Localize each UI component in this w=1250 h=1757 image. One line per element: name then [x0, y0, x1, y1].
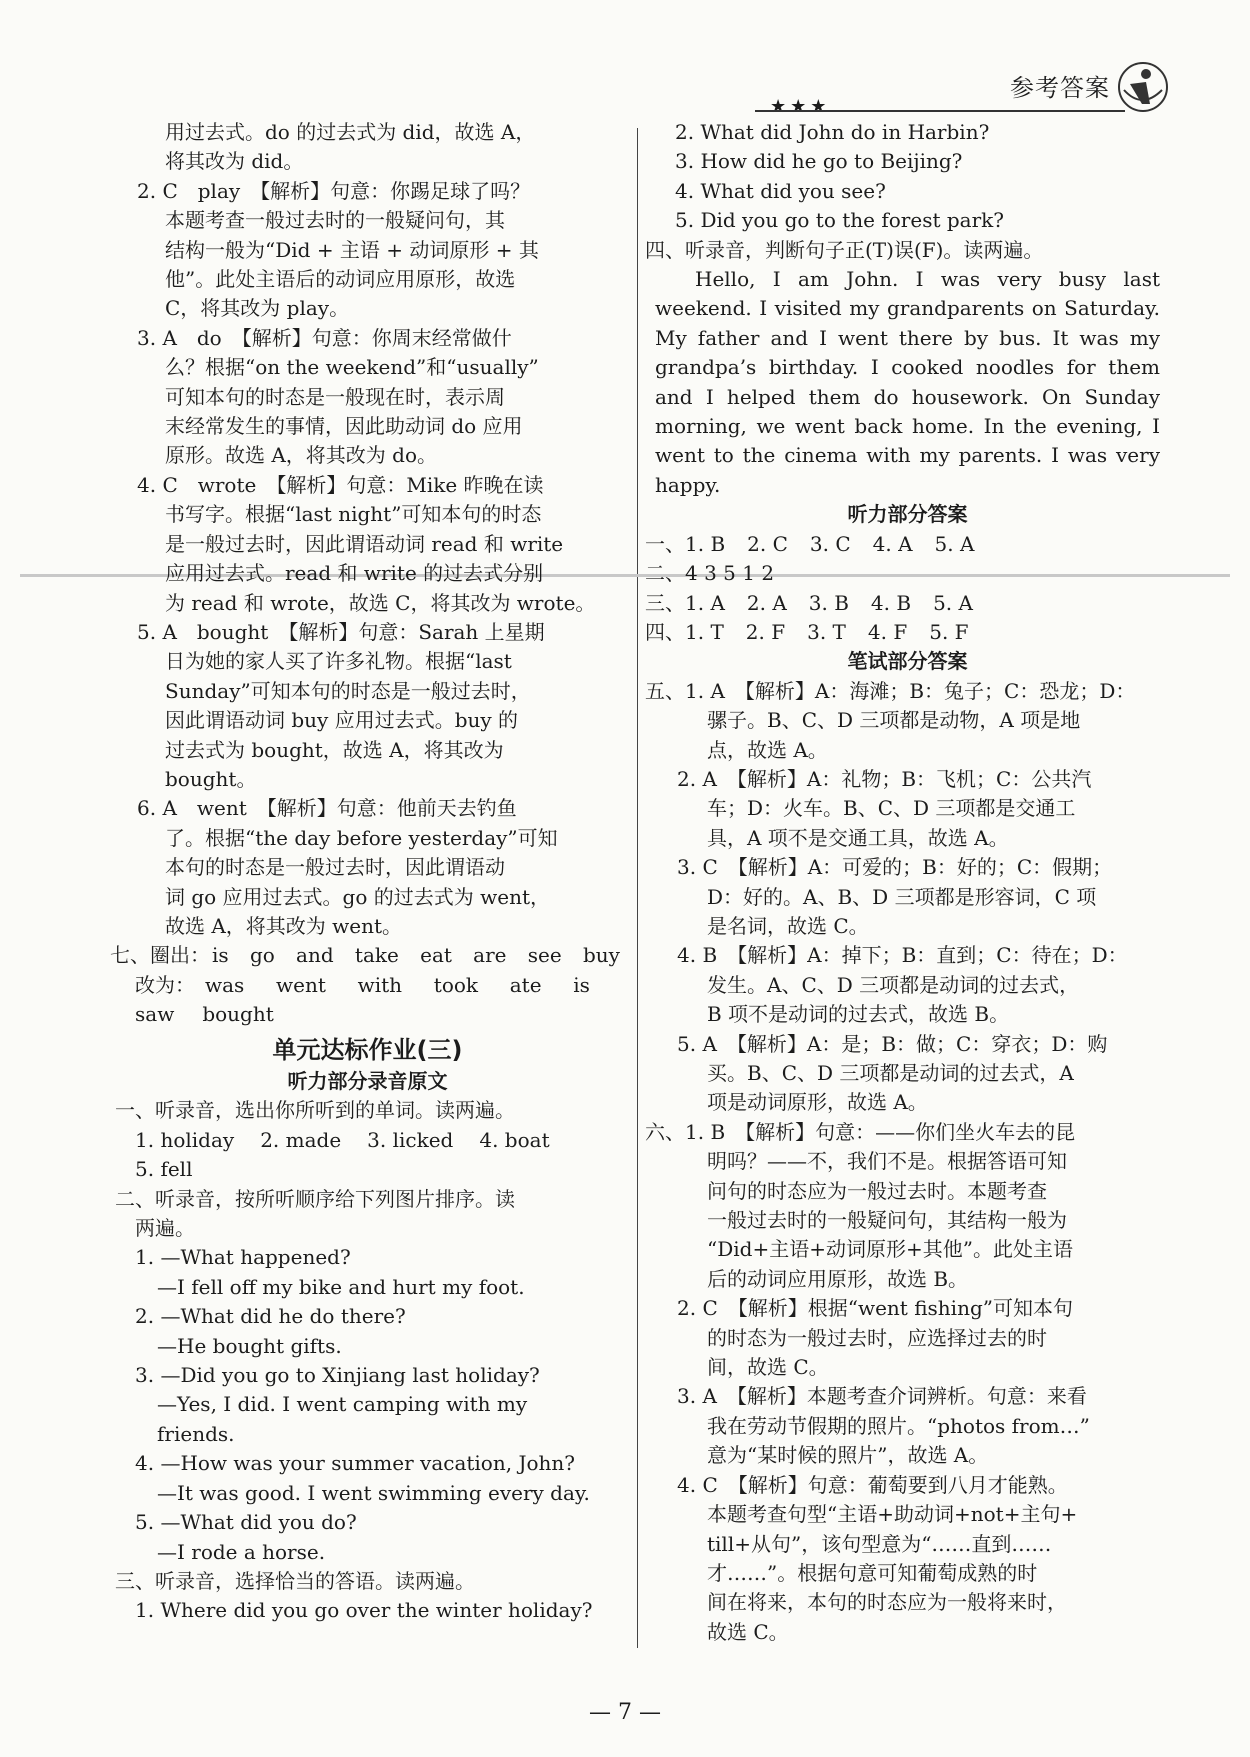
q7-label: 七、圈出：: [110, 943, 210, 968]
q7-word: bought: [202, 1002, 274, 1027]
right-line: 故选 C。: [707, 1619, 789, 1644]
s3-questions: [655, 118, 1160, 236]
left-line: 原形。故选 A，将其改为 do。: [165, 443, 438, 468]
s2-line: 2. —What did he do there?: [135, 1304, 406, 1329]
s2-title-a: 二、听录音，按所听顺序给下列图片排序。读: [115, 1186, 515, 1211]
ans4-item: 3. T: [807, 619, 846, 644]
left-line: 5. A bought 【解析】句意：Sarah 上星期: [137, 619, 545, 644]
s3-question-1: 1. Where did you go over the winter holiday?: [135, 1598, 593, 1623]
s4-title: 四、听录音，判断句子正(T)误(F)。读两遍。: [645, 237, 1044, 262]
right-line: 2. C 【解析】根据“went fishing”可知本句: [677, 1296, 1073, 1321]
s2-line: friends.: [157, 1421, 235, 1446]
q7-word: took: [433, 972, 479, 997]
listening-passage: Hello, I am John. I was very busy last weekend. I visited my grandparents on Saturday. My father and I went there by bus. It was my grandpa’s birthday. I cooked noodles for them and I helped them do housework. On Sunday morning, we went back home. In the evening, I went to the cinema with my parents. I was very happy.: [655, 267, 1160, 497]
right-line: 3. A 【解析】本题考查介词辨析。句意：来看: [677, 1384, 1087, 1409]
ans3-item: 1. A: [685, 590, 725, 615]
right-line: 3. C 【解析】A：可爱的；B：好的；C：假期；: [677, 855, 1113, 880]
left-line: 末经常发生的事情，因此助动词 do 应用: [165, 414, 523, 439]
ans3-item: 4. B: [870, 590, 912, 615]
q7-block: [110, 941, 620, 1029]
right-line: 问句的时态应为一般过去时。本题考查: [707, 1178, 1047, 1203]
ans1-item: 2. C: [747, 531, 788, 556]
left-line: 2. C play 【解析】句意：你踢足球了吗？: [137, 178, 531, 203]
right-line: 明吗？——不，我们不是。根据答语可知: [707, 1149, 1067, 1174]
ans4-label: 四、: [645, 619, 685, 644]
s2-line: 4. —How was your summer vacation, John?: [135, 1451, 575, 1476]
q7-label2: 改为：: [135, 972, 195, 997]
ans1-list: [685, 530, 974, 559]
header-rule: [755, 110, 1125, 112]
s2-line: —I fell off my bike and hurt my foot.: [157, 1274, 525, 1299]
ans1-item: 3. C: [809, 531, 851, 556]
mascot-logo-icon: [1116, 60, 1170, 114]
right-line: 骡子。B、C、D 三项都是动物，A 项是地: [707, 708, 1081, 733]
ans3-item: 5. A: [933, 590, 973, 615]
right-line: 的时态为一般过去时，应选择过去的时: [707, 1325, 1047, 1350]
left-column: [110, 118, 620, 1626]
q7-word: and: [296, 943, 334, 968]
s2-line: —I rode a horse.: [157, 1539, 326, 1564]
q7-word: take: [354, 943, 399, 968]
ans4-list: [685, 618, 969, 647]
ans4-item: 5. F: [929, 619, 969, 644]
right-column: [645, 118, 1160, 1647]
listening-script-title: 听力部分录音原文: [287, 1069, 448, 1093]
ans3-list: [685, 589, 973, 618]
q7-word: saw: [135, 1002, 175, 1027]
left-line: 是一般过去时，因此谓语动词 read 和 write: [165, 531, 564, 556]
left-line: 故选 A，将其改为 went。: [165, 913, 403, 938]
q7-word: ate: [509, 972, 542, 997]
right-line: 后的动词应用原形，故选 B。: [707, 1266, 969, 1291]
left-line: 日为她的家人买了许多礼物。根据“last: [165, 649, 512, 674]
listening-answers-title: 听力部分答案: [847, 502, 968, 527]
q7-word: buy: [582, 943, 620, 968]
right-line: 本题考查句型“主语+助动词+not+主句+: [707, 1502, 1078, 1527]
s1-word: 4. boat: [479, 1127, 550, 1152]
q7-word: are: [473, 943, 507, 968]
right-line: 2. A 【解析】A：礼物；B：飞机；C：公共汽: [677, 766, 1092, 791]
right-line: 点，故选 A。: [707, 737, 828, 762]
left-line: 他”。此处主语后的动词应用原形，故选: [165, 267, 516, 292]
left-line: Sunday”可知本句的时态是一般过去时，: [165, 678, 531, 703]
s2-line: 3. —Did you go to Xinjiang last holiday?: [135, 1363, 540, 1388]
q7-row2: [205, 971, 620, 1000]
left-line: 将其改为 did。: [165, 149, 304, 174]
left-line: 过去式为 bought，故选 A，将其改为: [165, 737, 504, 762]
right-line: 是名词，故选 C。: [707, 913, 869, 938]
left-line: 么？根据“on the weekend”和“usually”: [165, 355, 539, 380]
right-line: B 项不是动词的过去式，故选 B。: [707, 1002, 1010, 1027]
right-line: 4. B 【解析】A：掉下；B：直到；C：待在；D：: [677, 943, 1128, 968]
s3-question: 4. What did you see?: [675, 178, 886, 203]
q7-row3: [135, 1000, 274, 1029]
ans1-label: 一、: [645, 531, 685, 556]
ans2: 二、4 3 5 1 2: [645, 561, 775, 586]
right-line: 具，A 项不是交通工具，故选 A。: [707, 825, 1009, 850]
left-line: 用过去式。do 的过去式为 did，故选 A，: [165, 120, 536, 144]
left-answer-lines: [115, 118, 620, 941]
s1-words: [115, 1126, 620, 1155]
right-line: 车；D：火车。B、C、D 三项都是交通工: [707, 796, 1076, 821]
left-line: 4. C wrote 【解析】句意：Mike 昨晚在读: [137, 472, 544, 497]
right-line: 我在劳动节假期的照片。“photos from…”: [707, 1413, 1090, 1438]
ans1-item: 5. A: [934, 531, 975, 556]
column-divider: [637, 128, 638, 1648]
right-line: 5. A 【解析】A：是；B：做；C：穿衣；D：购: [677, 1031, 1108, 1056]
right-line: 六、1. B 【解析】句意：——你们坐火车去的昆: [645, 1119, 1076, 1144]
s2-line: —It was good. I went swimming every day.: [157, 1480, 590, 1505]
right-line: 意为“某时候的照片”，故选 A。: [707, 1443, 989, 1468]
right-line: 五、1. A 【解析】A：海滩；B：兔子；C：恐龙；D：: [645, 678, 1136, 703]
written-answers-title: 笔试部分答案: [847, 649, 968, 674]
s2-line: —He bought gifts.: [157, 1333, 342, 1358]
s1-word: 1. holiday: [135, 1127, 235, 1152]
left-line: bought。: [165, 766, 257, 791]
left-line: 本句的时态是一般过去时，因此谓语动: [165, 855, 505, 880]
s1-word: 2. made: [260, 1127, 342, 1152]
q7-word: went: [276, 972, 326, 997]
s2-dialogue: [115, 1243, 620, 1566]
s3-question: 5. Did you go to the forest park?: [675, 208, 1004, 233]
left-line: 结构一般为“Did + 主语 + 动词原形 + 其: [165, 237, 539, 262]
q7-word: was: [205, 972, 245, 997]
right-line: 项是动词原形，故选 A。: [707, 1090, 928, 1115]
left-line: 为 read 和 wrote，故选 C，将其改为 wrote。: [165, 590, 596, 615]
q7-word: see: [527, 943, 562, 968]
s1-word5: 5. fell: [135, 1157, 193, 1182]
s2-line: —Yes, I did. I went camping with my: [157, 1392, 528, 1417]
ans1-item: 4. A: [872, 531, 913, 556]
right-line: D：好的。A、B、D 三项都是形容词，C 项: [707, 884, 1097, 909]
left-line: 词 go 应用过去式。go 的过去式为 went，: [165, 884, 550, 909]
ans4-item: 1. T: [685, 619, 724, 644]
right-line: 才……”。根据句意可知葡萄成熟的时: [707, 1560, 1038, 1585]
left-line: 本题考查一般过去时的一般疑问句，其: [165, 208, 505, 233]
right-answer-lines: [645, 677, 1160, 1647]
left-line: 因此谓语动词 buy 应用过去式。buy 的: [165, 708, 519, 733]
left-line: C，将其改为 play。: [165, 296, 350, 321]
s2-line: 5. —What did you do?: [135, 1510, 357, 1535]
s3-title: 三、听录音，选择恰当的答语。读两遍。: [115, 1568, 475, 1593]
ans3-item: 2. A: [746, 590, 787, 615]
ans4-item: 4. F: [867, 619, 908, 644]
q7-row1: [212, 941, 620, 970]
left-line: 应用过去式。read 和 write 的过去式分别: [165, 561, 544, 586]
ans4-item: 2. F: [745, 619, 786, 644]
page-number: — 7 —: [589, 1700, 661, 1725]
unit-title: 单元达标作业(三): [272, 1035, 463, 1064]
s3-question: 3. How did he go to Beijing?: [675, 149, 963, 174]
q7-word: is: [573, 972, 590, 997]
s1-word: 3. licked: [367, 1127, 454, 1152]
header-stars: ★★★: [770, 96, 831, 117]
right-line: 买。B、C、D 三项都是动词的过去式，A: [707, 1061, 1074, 1085]
right-line: 间在将来，本句的时态应为一般将来时，: [707, 1590, 1067, 1615]
right-line: 发生。A、C、D 三项都是动词的过去式，: [707, 972, 1080, 997]
s3-question: 2. What did John do in Harbin?: [675, 120, 990, 144]
q7-word: eat: [420, 943, 452, 968]
s2-title-b: 两遍。: [135, 1216, 195, 1241]
left-line: 了。根据“the day before yesterday”可知: [165, 825, 558, 850]
left-line: 3. A do 【解析】句意：你周末经常做什: [137, 325, 512, 350]
left-line: 可知本句的时态是一般现在时，表示周: [165, 384, 505, 409]
right-line: “Did+主语+动词原形+其他”。此处主语: [707, 1237, 1073, 1262]
ans1-item: 1. B: [685, 531, 726, 556]
ans3-item: 3. B: [808, 590, 849, 615]
s1-title: 一、听录音，选出你所听到的单词。读两遍。: [115, 1098, 515, 1123]
ans3-label: 三、: [645, 590, 685, 615]
right-line: 一般过去时的一般疑问句，其结构一般为: [707, 1208, 1067, 1233]
q7-word: with: [357, 972, 403, 997]
s2-line: 1. —What happened?: [135, 1245, 351, 1270]
right-line: 4. C 【解析】句意：葡萄要到八月才能熟。: [677, 1472, 1068, 1497]
header-title: 参考答案: [1010, 74, 1110, 102]
q7-word: go: [249, 943, 275, 968]
left-line: 6. A went 【解析】句意：他前天去钓鱼: [137, 796, 517, 821]
q7-word: is: [212, 943, 229, 968]
right-line: till+从句”，该句型意为“……直到……: [707, 1531, 1052, 1556]
left-line: 书写字。根据“last night”可知本句的时态: [165, 502, 542, 527]
right-line: 间，故选 C。: [707, 1355, 829, 1380]
